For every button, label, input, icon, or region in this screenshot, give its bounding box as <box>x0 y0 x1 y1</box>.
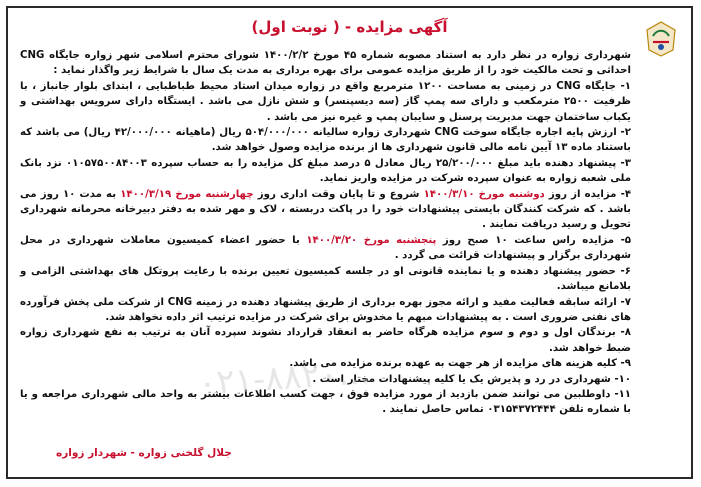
clause-5-end: با حضور اعضاء کمیسیون معاملات شهرداری در محل شهرداری برگزار و پیشنهادات قرائت می گردد . <box>20 234 631 262</box>
notice-title: آگهی مزایده - ( نوبت اول) <box>251 18 448 36</box>
clause-4-end: به مدت ۱۰ روز می باشد . که شرکت کنندگان بایستی پیشنهادات خود را در پاکت دربسته ، لاک و مهر شده به دفتر دبیرخانه محرمانه شهرداری تحویل و رسید دریافت نمایند . <box>20 188 631 231</box>
clause-11: ۱۱- داوطلبین می توانند ضمن بازدید از مورد مزایده فوق ، جهت کسب اطلاعات بیشتر به واحد مالی شهرداری مراجعه و یا با شماره تلفن ۰۳۱۵۴۳۷۲۴۴۴ تماس حاصل نمایند . <box>20 388 631 416</box>
clause-5 <box>20 233 631 264</box>
clause-10: ۱۰- شهرداری در رد و پذیرش یک یا کلیه پیشنهادات مختار است . <box>312 373 631 385</box>
clause-9: ۹- کلیه هزینه های مزایده از هر جهت به عهده برنده مزایده می باشد. <box>289 358 631 370</box>
clause-4-start: ۴- مزایده از روز <box>548 188 632 200</box>
watermark-text: ۰۲۱-۸۸۲۰... <box>196 352 372 404</box>
clause-3: ۳- پیشنهاد دهنده باید مبلغ ۲۵/۲۰۰/۰۰۰ ریال معادل ۵ درصد مبلغ کل مزایده را به حساب سپرده ۰۱۰۵۷۵۰۰۸۴۰۰۳ نزد بانک ملی شعبه زواره به عنوان سپرده شرکت در مزایده واریز نماید. <box>20 157 631 185</box>
mayor-signature: جلال گلخنی زواره - شهردار زواره <box>56 447 232 459</box>
clause-7: ۷- ارائه سابقه فعالیت مفید و ارائه مجوز بهره برداری از طریق پیشنهاد دهنده در زمینه CNG از شرکت ملی پخش فرآورده های نفتی ضروری است . به پیشنهادات مبهم یا مخدوش برای شرکت در مزایده ترتیب اثر داده نخواهد شد. <box>20 296 631 323</box>
end-date: چهارشنبه مورخ ۱۴۰۰/۳/۱۹ <box>120 188 254 200</box>
clause-6: ۶- حضور پیشنهاد دهنده و یا نماینده قانونی او در جلسه کمیسیون تعیین برنده با رعایت پروتکل های بهداشتی الزامی و بلامانع میباشد. <box>20 265 631 293</box>
notice-frame <box>6 6 693 479</box>
intro-paragraph: شهرداری زواره در نظر دارد به استناد مصوبه شماره ۴۵ مورخ ۱۴۰۰/۲/۲ شورای محترم اسلامی شهر زواره جایگاه CNG احداثی و تحت مالکیت خود را از طریق مزایده عمومی برای بهره برداری به مدت یک سال با شرایط زیر واگذار نماید : <box>20 50 631 77</box>
clause-2: ۲- ارزش پایه اجاره جایگاه سوخت CNG شهرداری زواره سالیانه ۵۰۴/۰۰۰/۰۰۰ ریال (ماهیانه ۴۲/۰۰۰/۰۰۰ ریال) می باشد که باستناد ماده ۱۳ آیین نامه مالی قانون شهرداری ها از برنده مزایده وصول خواهد شد. <box>20 127 631 154</box>
opening-date: پنجشنبه مورخ ۱۴۰۰/۳/۲۰ <box>306 234 437 246</box>
clause-4-mid: شروع و تا پایان وقت اداری روز <box>257 188 420 200</box>
clause-5-start: ۵- مزایده راس ساعت ۱۰ صبح روز <box>442 234 632 246</box>
clause-4 <box>20 187 631 233</box>
start-date: دوشنبه مورخ ۱۴۰۰/۳/۱۰ <box>423 188 545 200</box>
clause-1: ۱- جایگاه CNG در زمینی به مساحت ۱۲۰۰ مترمربع واقع در زواره میدان استاد محیط طباطبایی ، ابتدای بلوار جانباز ، با ظرفیت ۲۵۰۰ مترمکعب و دارای سه پمپ گاز (سه دیسپنسر) و شش نازل می باشد . ایستگاه دارای سرویس بهداشتی و یکباب ساختمان جهت مدیریت پرسنل و سایبان پمپ و غیره نیز می باشد . <box>20 80 632 123</box>
clause-8: ۸- برندگان اول و دوم و سوم مزایده هرگاه حاضر به انعقاد قرارداد نشوند سپرده آنان به ترتیب به نفع شهرداری زواره ضبط خواهد شد. <box>20 327 631 354</box>
notice-body <box>20 48 631 418</box>
